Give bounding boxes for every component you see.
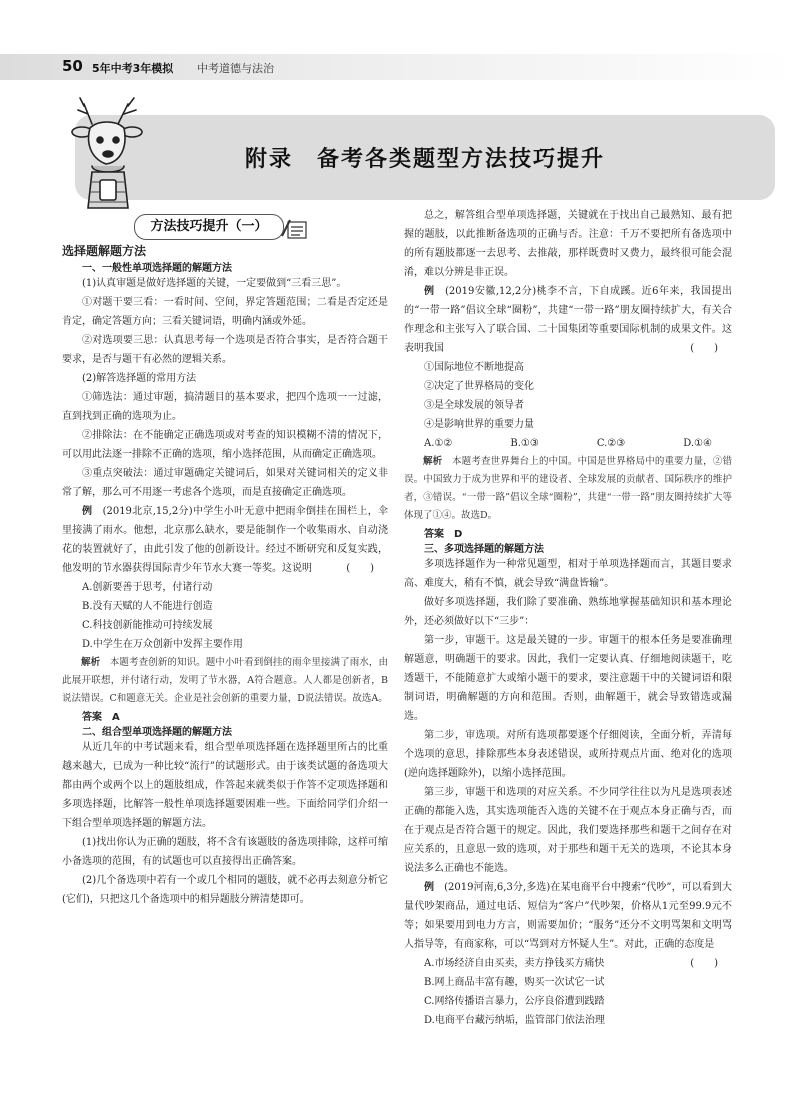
analysis-label: 解析 [423, 456, 443, 467]
appendix-banner [75, 115, 775, 200]
pencil-notes-icon [280, 216, 310, 242]
section-box-label: 方法技巧提升（一） [134, 214, 284, 240]
statement-item: ①国际地位不断地提高 [424, 362, 524, 373]
statement-item: ③是全球发展的领导者 [424, 400, 524, 411]
option: C.科技创新能推动可持续发展 [82, 620, 213, 631]
option: D.中学生在万众创新中发挥主要作用 [82, 639, 243, 650]
right-column [404, 206, 732, 1030]
section-box [62, 206, 388, 242]
paragraph: ②对选项要三思：认真思考每一个选项是否符合事实，是否符合题干要求，是否与题干有必然的逻辑关系。 [62, 335, 388, 365]
analysis-1 [62, 654, 388, 708]
option: A.①② [424, 438, 453, 449]
example-text: (2019北京,15,2分)中学生小叶无意中把雨伞倒挂在围栏上，伞里接满了雨水。他想，北京那么缺水，要是能制作一个收集雨水、自动浇花的装置就好了，由此引发了他的创新设计。经过不断研究和反复实践，他发明的节水器获得国际青少年节水大赛一等奖。这说明 [62, 506, 388, 574]
answer-parens: ( ) [690, 958, 718, 969]
option: C.②③ [596, 438, 626, 449]
option: B.没有天赋的人不能进行创造 [82, 601, 213, 612]
heading-choice-methods: 选择题解题方法 [62, 244, 147, 258]
page-header [0, 54, 794, 80]
analysis-label: 解析 [81, 657, 101, 668]
section-3-title: 三、多项选择题的解题方法 [424, 544, 544, 555]
paragraph: 第一步，审题干。这是最关键的一步。审题干的根本任务是要准确理解题意，明确题干的要求。因此，我们一定要认真、仔细地阅读题干，吃透题干，不能随意扩大或缩小题干的要求，要注意题干中的关键词语和限制词语，明确解题的方向和范围。否则，曲解题干，就会导致错选或漏选。 [404, 635, 732, 722]
option-row [404, 434, 732, 453]
example-label: 例 [424, 882, 435, 893]
section-1-title: 一、一般性单项选择题的解题方法 [82, 263, 232, 274]
paragraph: 第三步，审题干和选项的对应关系。不少同学往往以为凡是选项表述正确的都能入选，其实选项能否入选的关键不在于观点本身正确与否，而在于观点是否符合题干的规定。因此，我们要选择那些和题干之间存在对应关系的，且意思一致的选项，对于那些和题干无关的选项，不论其本身说法多么正确也不能选。 [404, 787, 732, 874]
page-number: 50 [62, 57, 83, 75]
paragraph: (2)几个备选项中若有一个或几个相同的题肢，就不必再去刻意分析它(它们)，只把这几个备选项中的相异题肢分辨清楚即可。 [62, 875, 388, 905]
answer-1: 答案 A [82, 712, 120, 723]
option: C.网络传播语言暴力，公序良俗遭到践踏 [424, 996, 605, 1007]
paragraph: ②排除法：在不能确定正确选项或对考查的知识模糊不清的情况下，可以用此法逐一排除不正确的选项，缩小选择范围，从而确定正确选项。 [62, 430, 388, 460]
paragraph: (2)解答选择题的常用方法 [82, 373, 197, 384]
banner-title: 附录 备考各类题型方法技巧提升 [244, 147, 605, 172]
answer-parens: ( ) [690, 343, 718, 354]
example-label: 例 [82, 506, 93, 517]
analysis-2 [404, 453, 732, 525]
example-label: 例 [424, 286, 435, 297]
paragraph: 第二步，审选项。对所有选项都要逐个仔细阅读，全面分析，弄清每个选项的意思，排除那些本身表述错误，或所持观点片面、绝对化的选项(逆向选择题除外)，以缩小选择范围。 [404, 730, 732, 779]
deer-mascot-icon [62, 94, 158, 214]
statement-item: ④是影响世界的重要力量 [424, 419, 534, 430]
example-text: (2019河南,6,3分,多选)在某电商平台中搜索“代吵”，可以看到大量代吵架商品，通过电话、短信为“客户”代吵架，价格从1元至99.9元不等；如果要用到电力方言，则需要加价；“服务”还分不文明骂架和文明骂人指导等，有商家称，可以“骂到对方怀疑人生”。对此，正确的态度是 [404, 882, 732, 950]
paragraph: ①对题干要三看：一看时间、空间，界定答题范围；二看是否定还是肯定，确定答题方向；三看关键词语，明确内涵或外延。 [62, 297, 388, 327]
left-column [62, 206, 388, 909]
paragraph: (1)认真审题是做好选择题的关键，一定要做到“三看三思”。 [82, 278, 347, 289]
example-text: (2019安徽,12,2分)桃李不言，下自成蹊。近6年来，我国提出的“一带一路”倡议全球“圈粉”，共建“一带一路”朋友圈持续扩大，有关合作理念和主张写入了联合国、二十国集团等重要国际机制的成果文件。这表明我国 [404, 286, 733, 354]
analysis-text: 本题考查创新的知识。题中小叶看到倒挂的雨伞里接满了雨水，由此展开联想，并付诸行动，发明了节水器，A符合题意。人人都是创新者，B说法错误。C和题意无关。企业是社会创新的重要力量，D说法错误。故选A。 [62, 657, 388, 704]
option: B.网上商品丰富有趣，购买一次试它一试 [424, 977, 605, 988]
book-subject: 中考道德与法治 [197, 62, 274, 75]
option: D.①④ [683, 438, 712, 449]
example-2 [404, 282, 732, 358]
analysis-text: 本题考查世界舞台上的中国。中国是世界格局中的重要力量，②错误。中国致力于成为世界和平的建设者、全球发展的贡献者、国际秩序的维护者，③错误。“一带一路”倡议全球“圈粉”，共建“一带一路”朋友圈持续扩大等体现了①④。故选D。 [404, 456, 732, 521]
answer-2: 答案 D [424, 529, 463, 540]
option: A.市场经济自由买卖，卖方挣钱买方痛快 [424, 958, 605, 969]
section-2-title: 二、组合型单项选择题的解题方法 [82, 727, 232, 738]
answer-parens: ( ) [346, 563, 374, 574]
statement-item: ②决定了世界格局的变化 [424, 381, 534, 392]
paragraph: 总之，解答组合型单项选择题，关键就在于找出自己最熟知、最有把握的题肢，以此推断备选项的正确与否。注意：千万不要把所有备选项中的所有题肢都逐一去思考、去推敲，那样既费时又费力，最终很可能会混淆，难以分辨是非正误。 [404, 210, 732, 278]
paragraph: ①筛选法：通过审题，搞清题目的基本要求，把四个选项一一过滤，直到找到正确的选项为止。 [62, 392, 388, 422]
paragraph: 做好多项选择题，我们除了要准确、熟练地掌握基础知识和基本理论外，还必须做好以下“三步”： [404, 597, 732, 627]
example-1 [62, 502, 388, 578]
paragraph: 多项选择题作为一种常见题型，相对于单项选择题而言，其题目要求高、难度大，稍有不慎，就会导致“满盘皆输”。 [404, 559, 732, 589]
paragraph: (1)找出你认为正确的题肢，将不含有该题肢的备选项排除，这样可缩小备选项的范围，有的试题也可以直接得出正确答案。 [62, 837, 388, 867]
option: D.电商平台藏污纳垢，监管部门依法治理 [424, 1015, 605, 1026]
paragraph: 从近几年的中考试题来看，组合型单项选择题在选择题里所占的比重越来越大，已成为一种比较“流行”的试题形式。由于该类试题的备选项大都由两个或两个以上的题肢组成，作答起来就类似于作答不定项选择题和多项选择题，比解答一般性单项选择题要困难一些。下面给同学们介绍一下组合型单项选择题的解题方法。 [62, 742, 388, 829]
book-series: 5年中考3年模拟 [92, 62, 174, 75]
paragraph: ③重点突破法：通过审题确定关键词后，如果对关键词相关的定义非常了解，那么可不用逐一考虑各个选项，而是直接确定正确选项。 [62, 468, 388, 498]
option: B.①③ [510, 438, 539, 449]
option: A.创新要善于思考，付诸行动 [82, 582, 213, 593]
